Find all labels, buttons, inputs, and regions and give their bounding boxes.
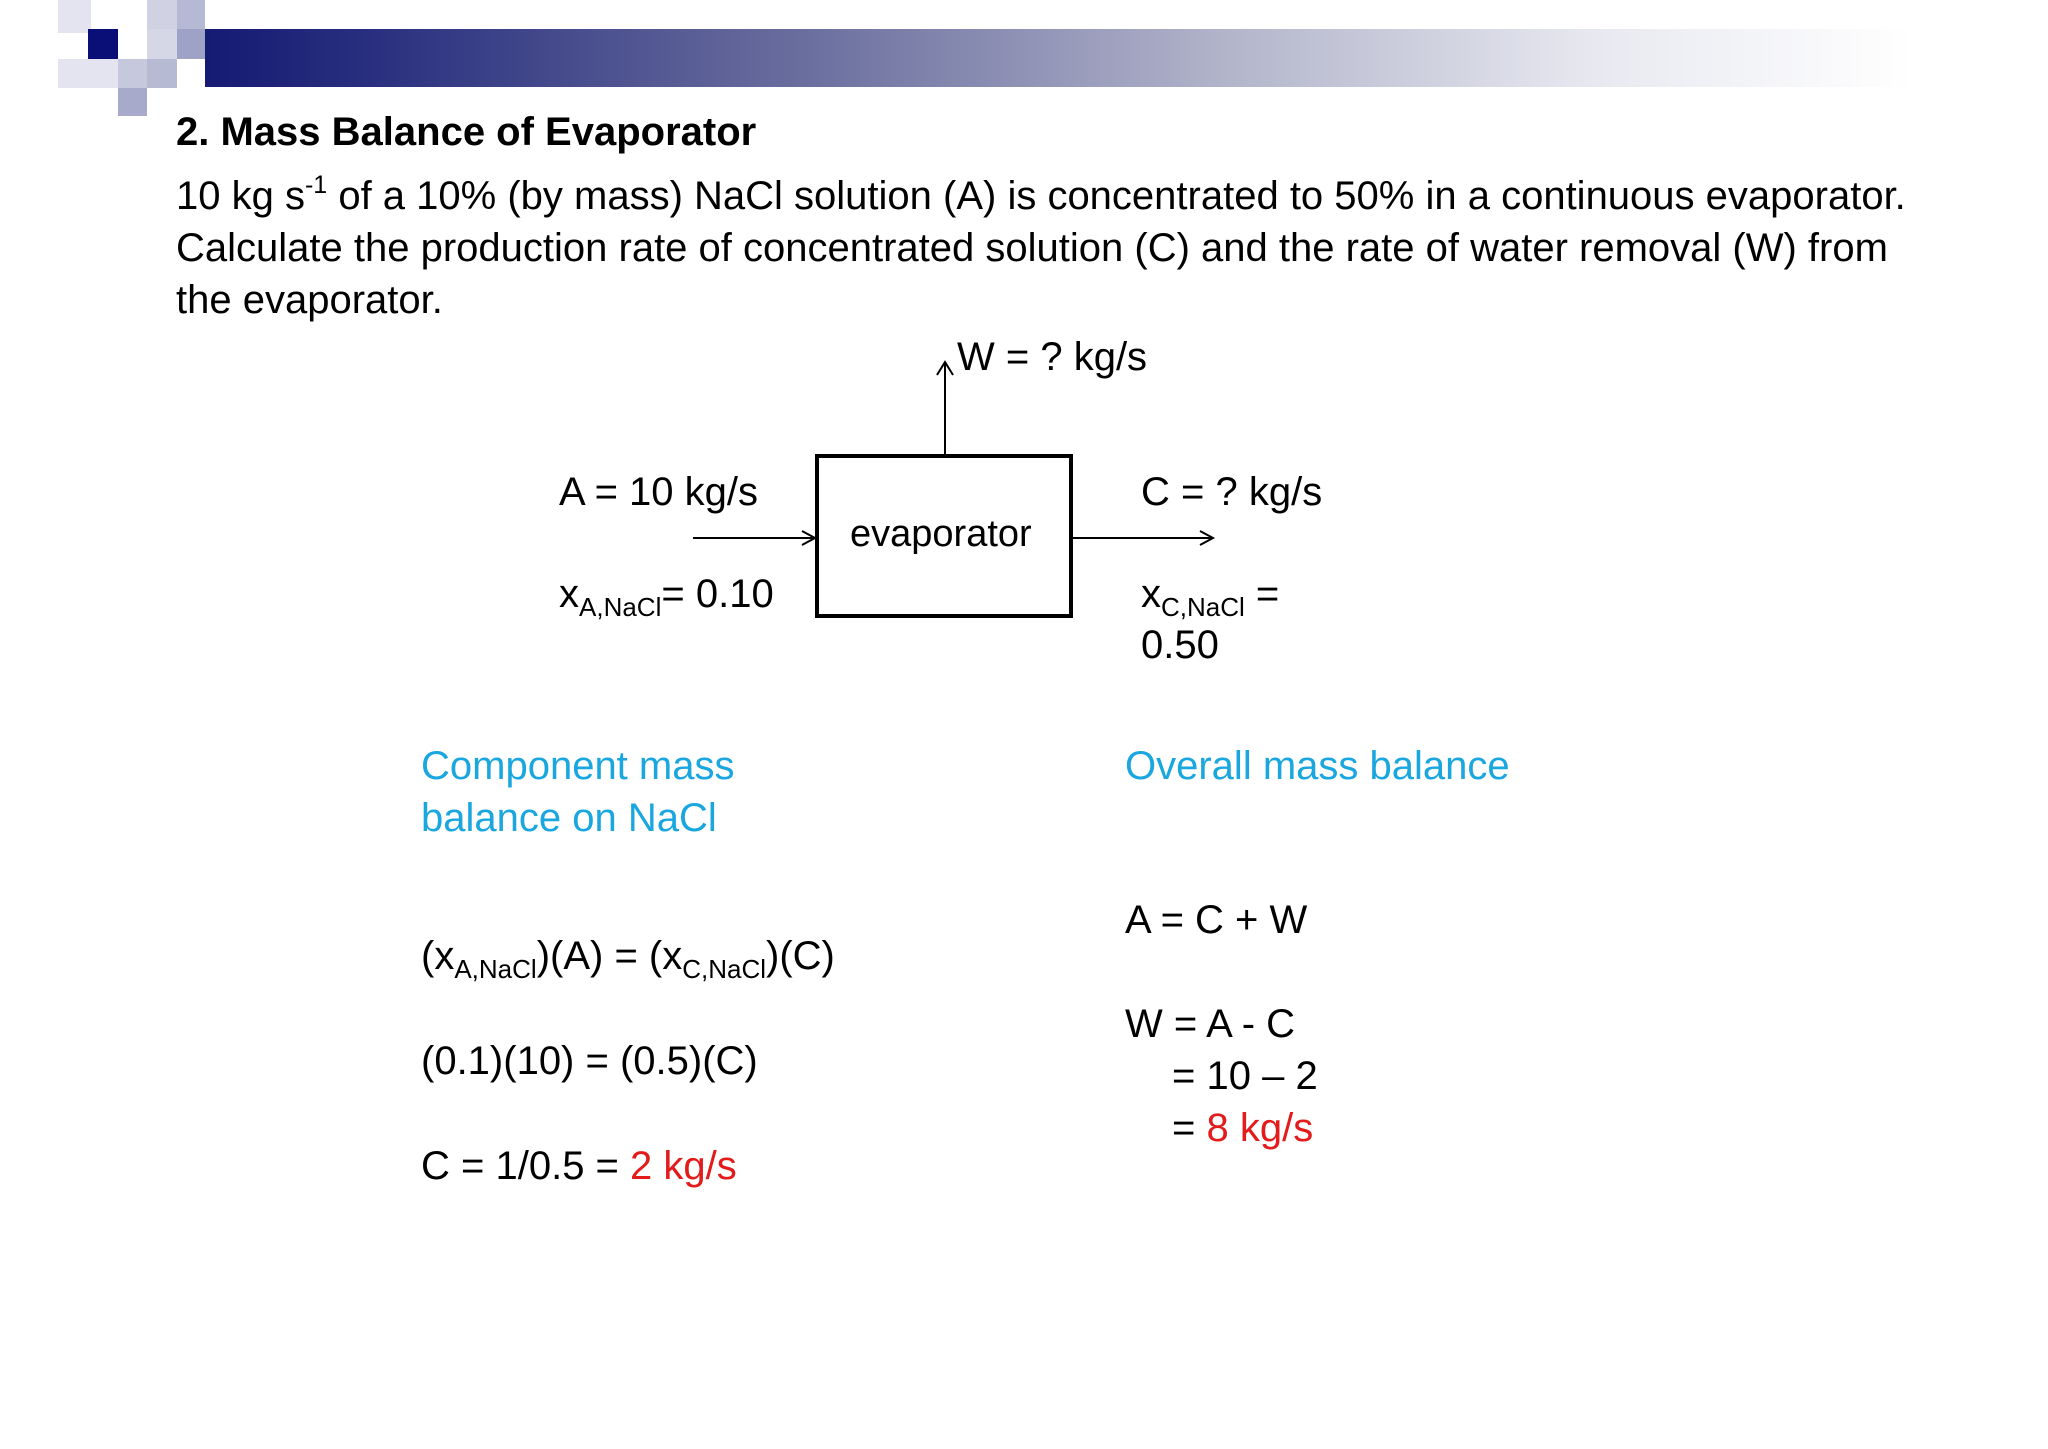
product-fraction-subscript: C,NaCl (1161, 592, 1245, 622)
water-flow-label: W = ? kg/s (957, 335, 1148, 379)
feed-fraction-var: x (559, 572, 579, 616)
overall-balance-heading: Overall mass balance (1125, 744, 1510, 788)
result-prefix: C = 1/0.5 = (421, 1144, 631, 1188)
product-fraction-equals: = (1244, 572, 1280, 616)
overall-equation: A = C + W (1125, 898, 1308, 942)
feed-flow-label: A = 10 kg/s (559, 470, 759, 514)
eq-subscript: A,NaCl (454, 954, 537, 984)
water-equation: W = A - C (1125, 1002, 1296, 1046)
product-flow-label: C = ? kg/s (1141, 470, 1323, 514)
evaporator-label: evaporator (850, 513, 1032, 555)
component-balance-heading-line1: Component mass (421, 744, 735, 788)
eq-part: (x (421, 934, 455, 978)
eq-subscript: C,NaCl (682, 954, 767, 984)
component-result (421, 1140, 737, 1192)
feed-fraction-value: = 0.10 (661, 572, 774, 616)
result-prefix: = (1172, 1106, 1207, 1150)
product-fraction-value: 0.50 (1141, 623, 1219, 667)
component-equation (421, 930, 835, 982)
eq-part: )(C) (766, 934, 835, 978)
result-value-w: 8 kg/s (1206, 1106, 1314, 1150)
component-balance-heading-line2: balance on NaCl (421, 796, 717, 840)
eq-part: )(A) = (x (536, 934, 683, 978)
problem-text-start: 10 kg s (176, 174, 305, 218)
product-fraction-label (1141, 572, 1280, 622)
slide-title: 2. Mass Balance of Evaporator (176, 110, 757, 154)
water-result (1172, 1102, 1313, 1154)
result-value-c: 2 kg/s (630, 1144, 737, 1188)
problem-superscript: -1 (304, 171, 328, 199)
water-substitution: = 10 – 2 (1172, 1054, 1318, 1098)
product-fraction-var: x (1141, 572, 1161, 616)
feed-fraction-label (559, 572, 774, 622)
component-substitution: (0.1)(10) = (0.5)(C) (421, 1039, 758, 1083)
feed-fraction-subscript: A,NaCl (579, 592, 662, 622)
problem-text-rest: of a 10% (by mass) NaCl solution (A) is concentrated to 50% in a continuous evaporator. Calculate the production rate of concentrated solution (C) and the rate of water removal (W) from the evaporator. (176, 174, 1906, 322)
